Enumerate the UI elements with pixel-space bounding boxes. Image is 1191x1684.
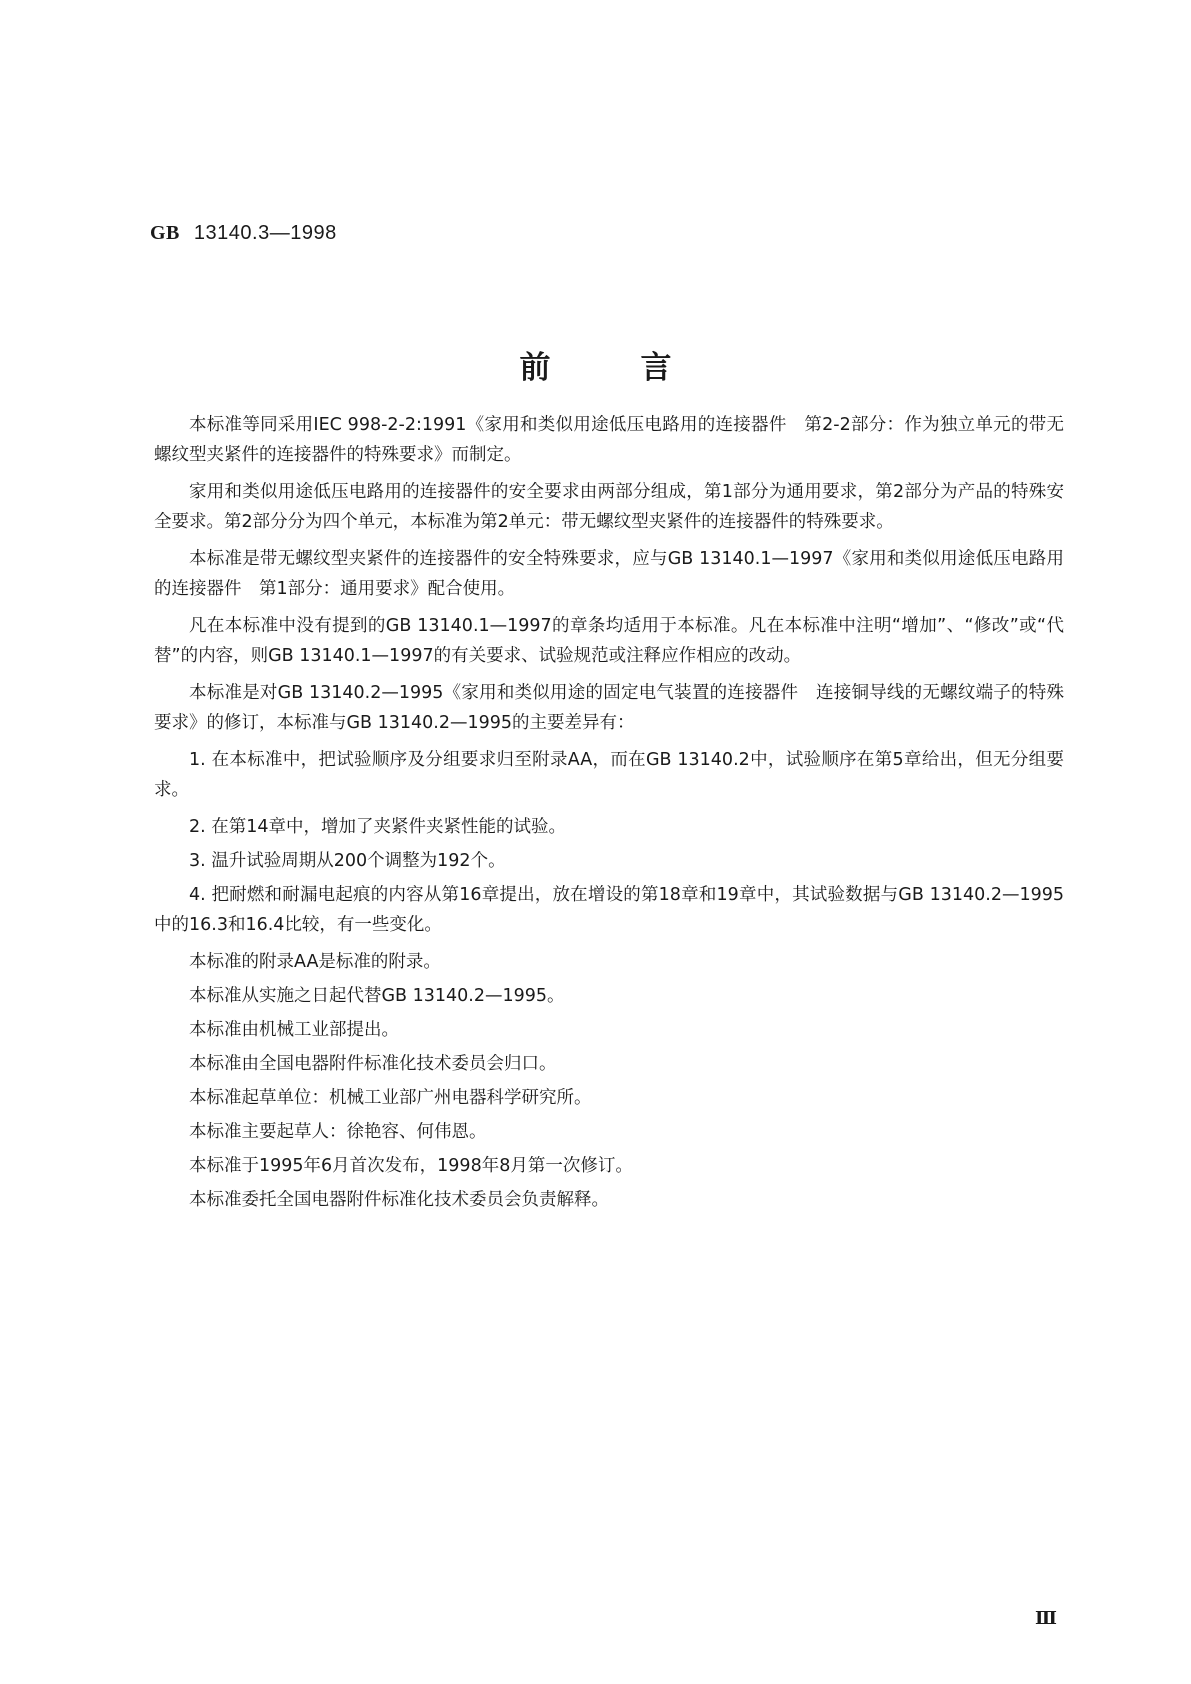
paragraph: 本标准等同采用IEC 998-2-2:1991《家用和类似用途低压电路用的连接器件 第2-2部分：作为独立单元的带无螺纹型夹紧件的连接器件的特殊要求》而制定。 [154,415,1064,465]
paragraph: 家用和类似用途低压电路用的连接器件的安全要求由两部分组成，第1部分为通用要求，第2部分为产品的特殊安全要求。第2部分分为四个单元，本标准为第2单元：带无螺纹型夹紧件的连接器件的特殊要求。 [154,482,1064,532]
paragraph: 本标准由全国电器附件标准化技术委员会归口。 [189,1054,557,1074]
list-item: 1. 在本标准中，把试验顺序及分组要求归至附录AA，而在GB 13140.2中，试验顺序在第5章给出，但无分组要求。 [154,750,1064,800]
foreword-body [154,410,1064,1219]
paragraph: 本标准委托全国电器附件标准化技术委员会负责解释。 [189,1190,609,1210]
document-code [150,222,337,245]
standard-number: 13140.3—1998 [193,222,337,244]
page-title: 前言 [519,350,762,386]
paragraph: 本标准从实施之日起代替GB 13140.2—1995。 [189,986,565,1006]
paragraph: 本标准由机械工业部提出。 [189,1020,399,1040]
paragraph: 本标准是对GB 13140.2—1995《家用和类似用途的固定电气装置的连接器件 连接铜导线的无螺纹端子的特殊要求》的修订，本标准与GB 13140.2—1995的主要差异有： [154,683,1064,733]
paragraph: 凡在本标准中没有提到的GB 13140.1—1997的章条均适用于本标准。凡在本标准中注明“增加”、“修改”或“代替”的内容，则GB 13140.1—1997的有关要求、试验规范或注释应作相应的改动。 [154,616,1064,666]
paragraph: 本标准主要起草人：徐艳容、何伟恩。 [189,1122,487,1142]
standard-prefix: GB [150,222,180,244]
page-number: Ⅲ [1035,1608,1057,1628]
list-item: 2. 在第14章中，增加了夹紧件夹紧性能的试验。 [189,817,567,837]
paragraph: 本标准是带无螺纹型夹紧件的连接器件的安全特殊要求，应与GB 13140.1—1997《家用和类似用途低压电路用的连接器件 第1部分：通用要求》配合使用。 [154,549,1064,599]
list-item: 4. 把耐燃和耐漏电起痕的内容从第16章提出，放在增设的第18章和19章中，其试验数据与GB 13140.2—1995中的16.3和16.4比较，有一些变化。 [154,885,1064,935]
paragraph: 本标准的附录AA是标准的附录。 [189,952,441,972]
list-item: 3. 温升试验周期从200个调整为192个。 [189,851,506,871]
paragraph: 本标准于1995年6月首次发布，1998年8月第一次修订。 [189,1156,633,1176]
paragraph: 本标准起草单位：机械工业部广州电器科学研究所。 [189,1088,592,1108]
